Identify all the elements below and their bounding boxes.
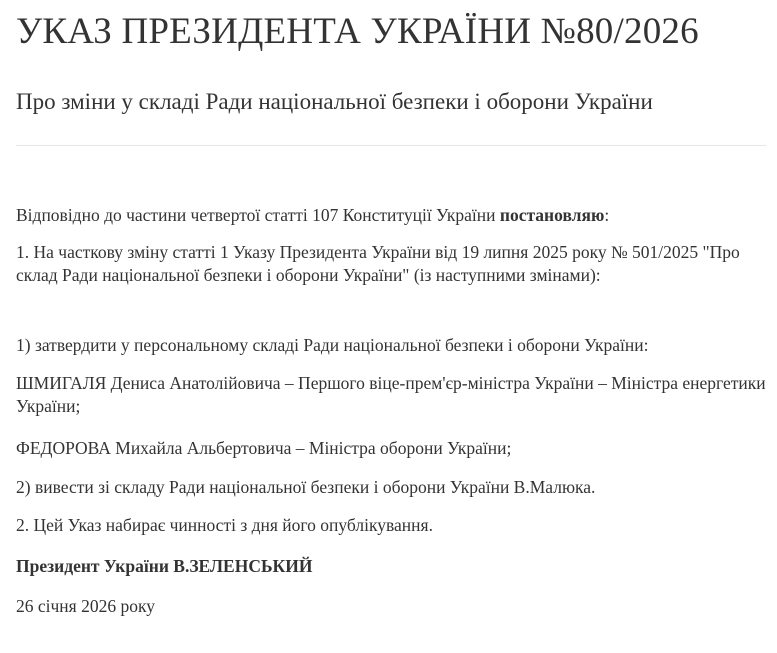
decree-title: УКАЗ ПРЕЗИДЕНТА УКРАЇНИ №80/2026: [16, 11, 699, 52]
preamble-text: Відповідно до частини четвертої статті 107 Конституції України: [16, 205, 500, 225]
decree-date: 26 січня 2026 року: [16, 596, 155, 616]
clause-1-2-paragraph: 2) вивести зі складу Ради національної безпеки і оборони України В.Малюка.: [16, 477, 596, 497]
signature-line: Президент України В.ЗЕЛЕНСЬКИЙ: [16, 556, 313, 576]
header-divider: [16, 145, 766, 146]
preamble-colon: :: [604, 205, 610, 225]
clause-1-paragraph: 1. На часткову зміну статті 1 Указу Президента України від 19 липня 2025 року № 501/2025 "Про склад Ради національної безпеки і оборони України" (із наступними змінами):: [16, 242, 740, 285]
clause-2-paragraph: 2. Цей Указ набирає чинності з дня його опублікування.: [16, 515, 433, 535]
preamble-bold-word: постановляю: [499, 205, 605, 225]
preamble-paragraph: [16, 204, 768, 227]
clause-1-1-paragraph: 1) затвердити у персональному складі Ради національної безпеки і оборони України:: [16, 335, 649, 355]
member-1-paragraph: ШМИГАЛЯ Дениса Анатолійовича – Першого віце-прем'єр-міністра України – Міністра енергетики України;: [16, 373, 766, 416]
decree-subtitle: Про зміни у складі Ради національної безпеки і оборони України: [16, 89, 653, 114]
member-2-paragraph: ФЕДОРОВА Михайла Альбертовича – Міністра оборони України;: [16, 438, 512, 458]
